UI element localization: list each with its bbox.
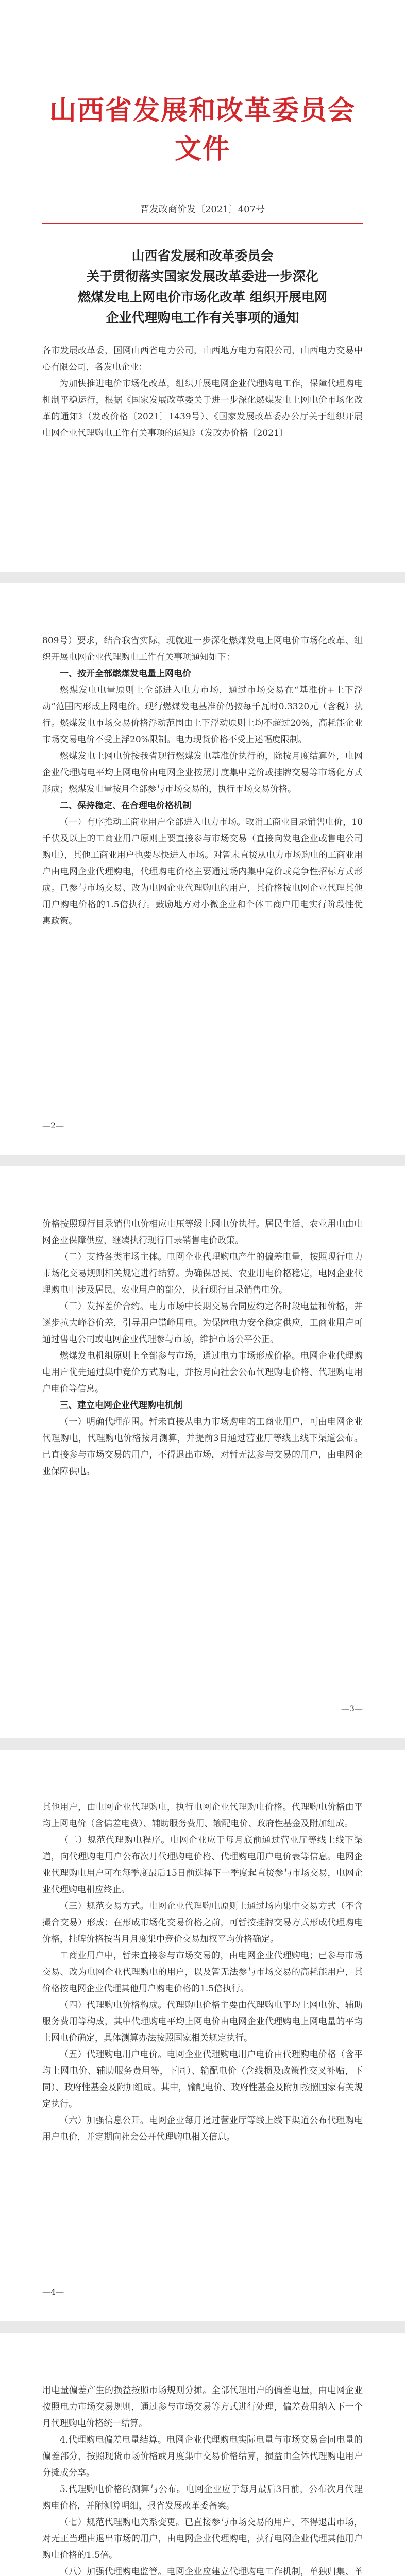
paragraph: （一）有序推动工商业用户全部进入电力市场。取消工商业目录销售电价，10千伏及以上的工商业用户原则上要直接参与市场交易（直接向发电企业或售电公司购电），其他工商业用户也要尽快进入市场。对暂未直接从电力市场购电的工商业用户由电网企业代理购电，代理购电价格主要通过场内集中竞价或竞争性招标方式形成。已参与市场交易、改为电网企业代理购电的用户，其价格按电网企业代理其他用户购电价格的1.5倍执行。鼓励地方对小微企业和个体工商户用电实行阶段性优惠政策。 [42, 817, 363, 926]
paragraph: 4.代理购电偏差电量结算。电网企业代理购电实际电量与市场交易合同电量的偏差部分，按照现货市场价格或月度集中交易价格结算，损益由全体代理购电用户分摊或分享。 [42, 2435, 363, 2478]
body-text [42, 633, 363, 929]
paragraph: 价格按照现行目录销售电价相应电压等级上网电价执行。居民生活、农业用电由电网企业保障供应，继续执行现行目录销售电价政策。 [42, 1219, 363, 1246]
paragraph: 为加快推进电价市场化改革，组织开展电网企业代理购电工作，保障代理购电机制平稳运行，根据《国家发展改革委关于进一步深化燃煤发电上网电价市场化改革的通知》（发改价格〔2021〕1439号）、《国家发展改革委办公厅关于组织开展电网企业代理购电工作有关事项的通知》（发改办价格〔2021〕 [42, 379, 363, 438]
page-3 [0, 1166, 405, 1738]
paragraph: （六）加强信息公开。电网企业每月通过营业厅等线上线下渠道公布代理购电用户电价，并定期向社会公开代理购电相关信息。 [42, 2115, 363, 2142]
title-line: 关于贯彻落实国家发展改革委进一步深化 [86, 269, 318, 284]
title-line: 企业代理购电工作有关事项的通知 [106, 310, 299, 325]
addressee: 各市发展改革委，国网山西省电力公司，山西地方电力有限公司，山西电力交易中心有限公司，各发电企业： [42, 346, 363, 372]
paragraph: 燃煤发电机组原则上全部参与市场，通过电力市场形成价格。电网企业代理购电用户优先通过集中竞价方式购电，并按月向社会公布代理购电价格、代理购电用户电价等信息。 [42, 1351, 363, 1394]
page-2 [0, 583, 405, 1155]
paragraph: （七）规范代理购电关系变更。已直接参与市场交易的用户，不得退出市场，对无正当理由退出市场的用户，由电网企业代理购电，执行电网企业代理其他用户购电价格的1.5倍。 [42, 2517, 363, 2561]
body-text [42, 343, 363, 442]
paragraph: 燃煤发电上网电价按我省现行燃煤发电基准价执行的，除按月度结算外，电网企业代理购电平均上网电价由电网企业按照月度集中竞价或挂牌交易等市场化方式形成；燃煤发电量按月全部参与市场交易的，执行市场交易价格。 [42, 751, 363, 794]
paragraph: 工商业用户中，暂未直接参与市场交易的，由电网企业代理购电；已参与市场交易、改为电网企业代理购电的用户，以及暂无法参与市场交易的高耗能用户，其价格按电网企业代理其他用户购电价格的1.5倍执行。 [42, 1951, 363, 1994]
page-number: —4— [42, 2287, 64, 2297]
paragraph: （五）代理购电用户电价。电网企业代理购电用户电价由代理购电价格（含平均上网电价、辅助服务费用等，下同）、输配电价（含线损及政策性交叉补贴，下同）、政府性基金及附加组成。其中，输配电价、政府性基金及附加按照国家有关规定执行。 [42, 2049, 363, 2109]
body-text [42, 1216, 363, 1480]
page-4 [0, 1750, 405, 2321]
body-text [42, 2382, 363, 2576]
title-line: 燃煤发电上网电价市场化改革 组织开展电网 [78, 290, 327, 304]
title-line: 山西省发展和改革委员会 [131, 248, 274, 263]
paragraph: （二）规范代理购电程序。电网企业应于每月底前通过营业厅等线上线下渠道，向代理购电用户公布次月代理购电价格、代理购电用户电价表等信息。电网企业代理购电用户可在每季度最后15日前选择下一季度起直接参与市场交易，电网企业代理购电相应终止。 [42, 1835, 363, 1895]
document-title [42, 246, 363, 328]
paragraph: （八）加强代理购电监管。电网企业应建立代理购电工作机制，单独归集、单 [60, 2567, 363, 2576]
paragraph: （三）发挥差价合约。电力市场中长期交易合同应约定各时段电量和价格，并逐步拉大峰谷价差，引导用户错峰用电。为保障电力安全稳定供应，工商业用户可通过售电公司或电网企业代理参与市场，维护市场公平公正。 [42, 1301, 363, 1345]
masthead: 山西省发展和改革委员会文件 [49, 95, 356, 165]
page-1 [0, 0, 405, 572]
section-heading: 一、按开全部燃煤发电量上网电价 [60, 669, 191, 679]
paragraph: （二）支持各类市场主体。电网企业代理购电产生的偏差电量，按照现行电力市场化交易规则相关规定进行结算。为确保居民、农业用电价格稳定，电网企业代理购电中涉及居民、农业用户的部分，执行现行目录销售电价。 [42, 1252, 363, 1295]
section-heading: 二、保持稳定、在合理电价格机制 [60, 801, 191, 811]
page-number: —2— [42, 1121, 64, 1130]
page-5 [0, 2333, 405, 2576]
page-number: —3— [341, 1704, 363, 1714]
red-divider [42, 223, 363, 224]
doc-number: 晋发改商价发〔2021〕407号 [140, 204, 265, 215]
paragraph: （四）代理购电价格构成。代理购电价格主要由代理购电平均上网电价、辅助服务费用等构成，其中代理购电平均上网电价由电网企业代理购电上网电量的平均上网电价确定，具体测算办法按照国家相关规定执行。 [42, 2000, 363, 2043]
paragraph: 其他用户，由电网企业代理购电，执行电网企业代理购电价格。代理购电价格由平均上网电价（含偏差电费）、辅助服务费用、输配电价、政府性基金及附加组成。 [42, 1802, 363, 1829]
paragraph: 燃煤发电电量原则上全部进入电力市场，通过市场交易在“基准价+上下浮动”范围内形成上网电价。现行燃煤发电基准价仍按每千瓦时0.3320元（含税）执行。燃煤发电市场交易价格浮动范围由上下浮动原则上均不超过20%，高耗能企业市场交易电价不受上浮20%限制。电力现货价格不受上述幅度限制。 [42, 685, 363, 745]
paragraph: 用电量偏差产生的损益按照市场规则分摊。全部代理用户的偏差电量，由电网企业按照电力市场交易规则，通过参与市场交易等方式进行处理，偏差费用纳入下一个月代理购电价格统一结算。 [42, 2385, 363, 2429]
body-text [42, 1799, 363, 2145]
paragraph: （一）明确代理范围。暂未直接从电力市场购电的工商业用户，可由电网企业代理购电，代理购电价格按月测算，并提前3日通过营业厅等线上线下渠道公布。已直接参与市场交易的用户，不得退出市场，对暂无法参与交易的用户，由电网企业保障供电。 [42, 1417, 363, 1477]
paragraph: （三）规范交易方式。电网企业代理购电原则上通过场内集中交易方式（不含撮合交易）形成；在形成市场化交易价格之前，可暂按挂牌交易方式形成代理购电价格，挂牌价格按当月月度集中竞价交易加权平均价格确定。 [42, 1901, 363, 1944]
paragraph: 809号）要求，结合我省实际，现就进一步深化燃煤发电上网电价市场化改革、组织开展电网企业代理购电工作有关事项通知如下： [42, 636, 363, 663]
paragraph: 5.代理购电价格的测算与公布。电网企业应于每月最后3日前，公布次月代理购电价格，并附测算明细，报省发展改革委备案。 [42, 2484, 363, 2511]
section-heading: 三、建立电网企业代理购电机制 [60, 1400, 182, 1411]
